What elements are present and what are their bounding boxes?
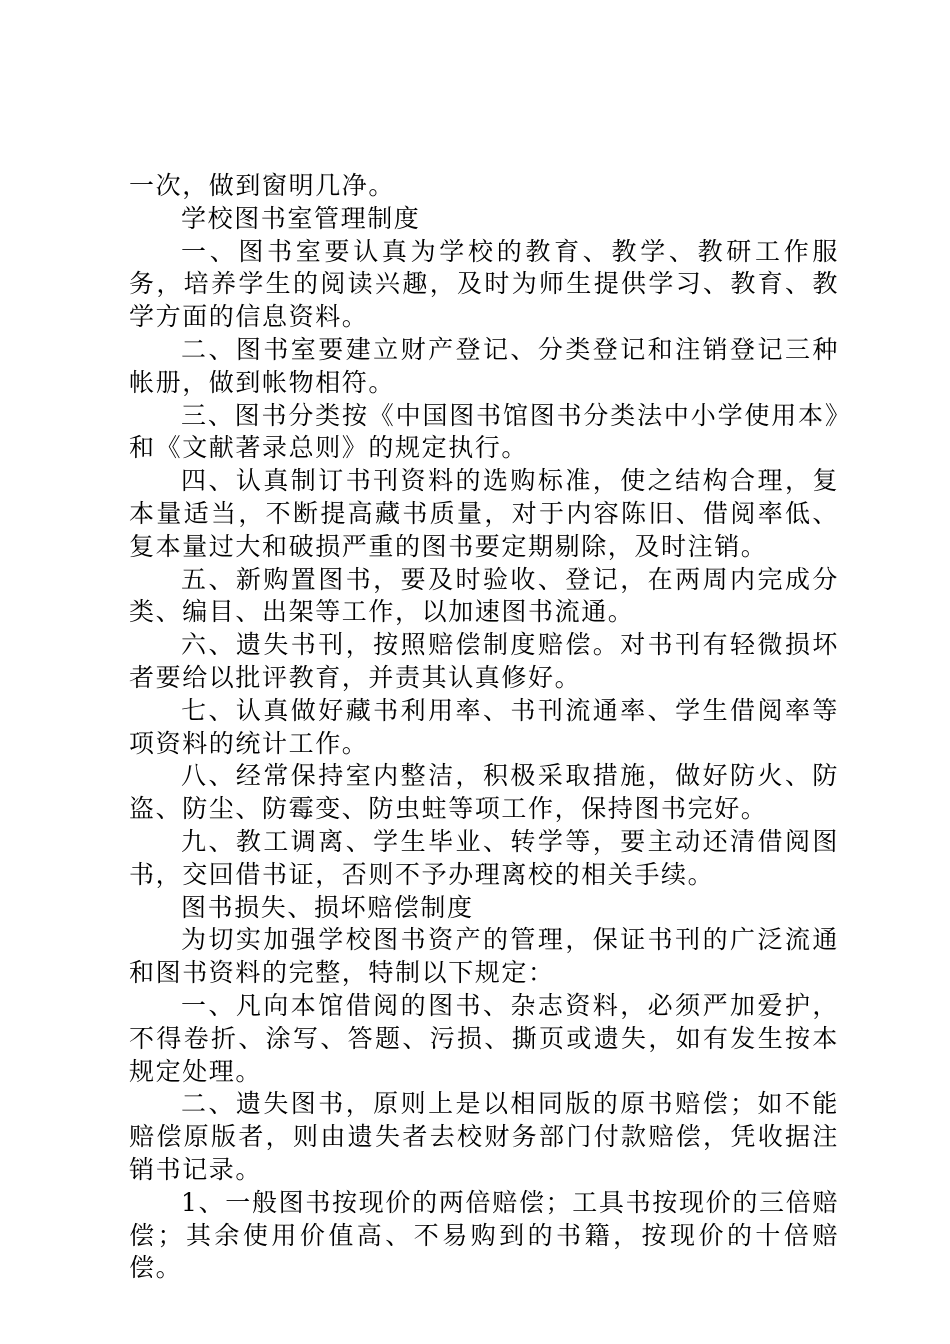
paragraph-rule-9: 九、教工调离、学生毕业、转学等，要主动还清借阅图书，交回借书证，否则不予办理离校的相关手续。 [129, 826, 839, 889]
paragraph-rule-6: 六、遗失书刊，按照赔偿制度赔偿。对书刊有轻微损坏者要给以批评教育，并责其认真修好。 [129, 630, 839, 692]
paragraph-rule-8: 八、经常保持室内整洁，积极采取措施，做好防火、防盗、防尘、防霉变、防虫蛀等项工作，保持图书完好。 [129, 761, 839, 824]
paragraph-compensation-2: 二、遗失图书，原则上是以相同版的原书赔偿；如不能赔偿原版者，则由遗失者去校财务部门付款赔偿，凭收据注销书记录。 [129, 1089, 839, 1184]
paragraph-compensation-2-1: 1、一般图书按现价的两倍赔偿；工具书按现价的三倍赔偿；其余使用价值高、不易购到的书籍，按现价的十倍赔偿。 [129, 1187, 839, 1283]
paragraph-rule-2: 二、图书室要建立财产登记、分类登记和注销登记三种帐册，做到帐物相符。 [129, 334, 839, 397]
paragraph-continuation: 一次，做到窗明几净。 [129, 171, 396, 200]
paragraph-rule-4: 四、认真制订书刊资料的选购标准，使之结构合理，复本量适当，不断提高藏书质量，对于内容陈旧、借阅率低、复本量过大和破损严重的图书要定期剔除，及时注销。 [129, 466, 839, 561]
section-title-library-management: 学校图书室管理制度 [181, 203, 421, 233]
document-body [129, 170, 839, 1285]
paragraph-compensation-1: 一、凡向本馆借阅的图书、杂志资料，必须严加爱护，不得卷折、涂写、答题、污损、撕页或遗失，如有发生按本规定处理。 [129, 990, 839, 1086]
paragraph-compensation-intro: 为切实加强学校图书资产的管理，保证书刊的广泛流通和图书资料的完整，特制以下规定： [129, 925, 839, 988]
paragraph-rule-5: 五、新购置图书，要及时验收、登记，在两周内完成分类、编目、出架等工作，以加速图书流通。 [129, 564, 839, 627]
paragraph-rule-1: 一、图书室要认真为学校的教育、教学、教研工作服务，培养学生的阅读兴趣，及时为师生提供学习、教育、教学方面的信息资料。 [129, 236, 839, 332]
paragraph-rule-3: 三、图书分类按《中国图书馆图书分类法中小学使用本》和《文献著录总则》的规定执行。 [129, 400, 839, 463]
section-title-compensation: 图书损失、损坏赔偿制度 [181, 892, 474, 922]
paragraph-rule-7: 七、认真做好藏书利用率、书刊流通率、学生借阅率等项资料的统计工作。 [129, 695, 839, 758]
